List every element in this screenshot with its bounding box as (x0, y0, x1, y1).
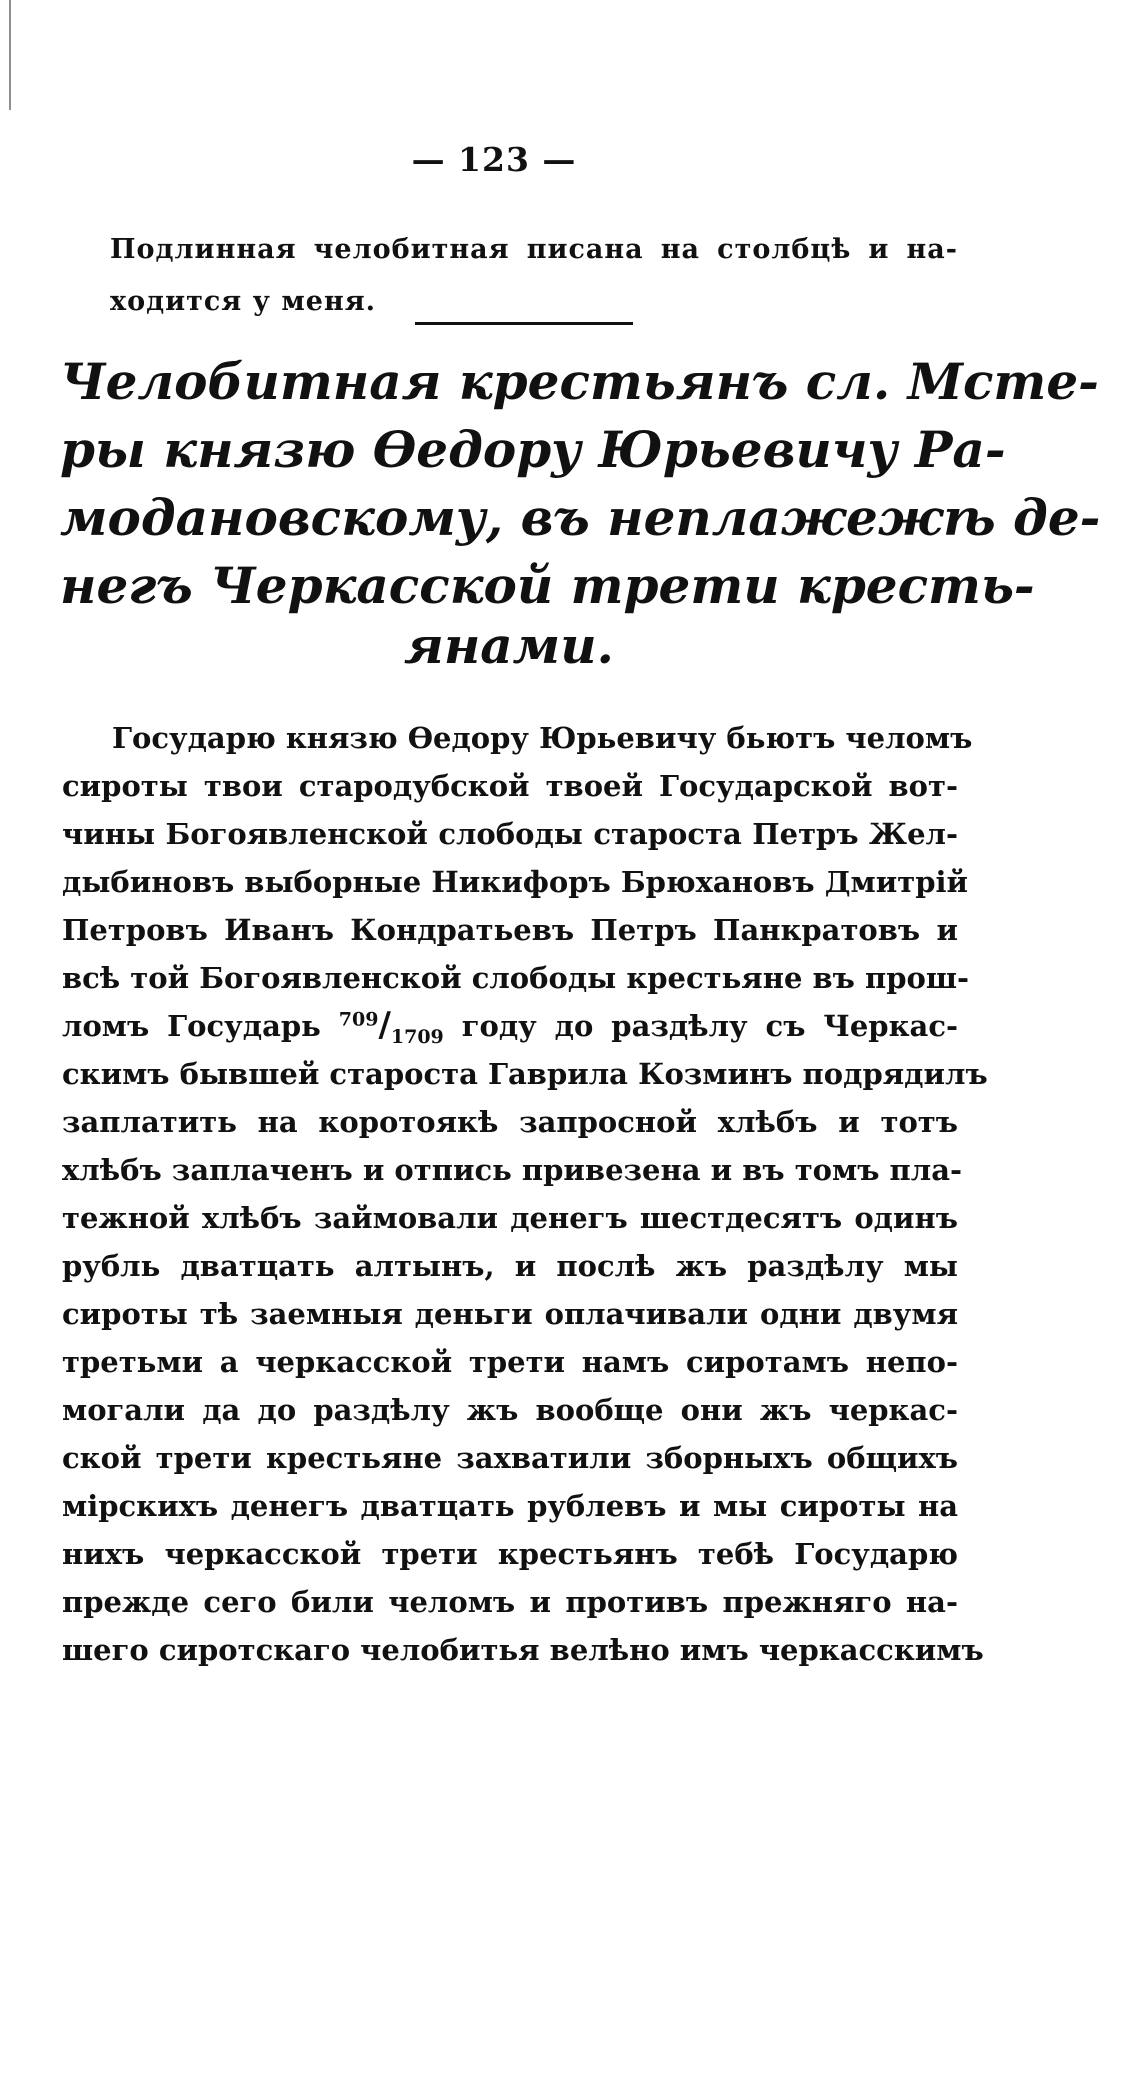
heading-line-3: модановскому, въ неплажежѣ де- (60, 488, 1101, 547)
body-line-19: прежде сего били челомъ и противъ прежняго на- (62, 1585, 958, 1619)
body-line-18: нихъ черкасской трети крестьянъ тебѣ Государю (62, 1537, 958, 1571)
heading-line-1: Челобитная крестьянъ сл. Мсте- (60, 352, 1099, 411)
page-number: — 123 — (411, 140, 577, 179)
body-line-15: могали да до раздѣлу жъ вообще они жъ черкас- (62, 1393, 958, 1427)
fraction-slash: / (378, 1005, 391, 1045)
fraction-denominator: 1709 (390, 1025, 444, 1048)
body-line-1: Государю князю Ѳедору Юрьевичу бьютъ челомъ (112, 721, 973, 755)
body-line-7 (62, 1004, 958, 1048)
note-line-2: ходится у меня. (110, 286, 377, 317)
section-separator (415, 322, 633, 325)
body-line-17: мірскихъ денегъ дватцать рублевъ и мы сироты на (62, 1489, 958, 1523)
page-edge-line (9, 0, 11, 110)
heading-line-5: янами. (404, 616, 614, 675)
line-7-end: году до раздѣлу съ Черкас- (461, 1009, 959, 1043)
body-line-4: дыбиновъ выборные Никифоръ Брюхановъ Дмитрій (62, 865, 969, 899)
body-line-2: сироты твои стародубской твоей Государской вот- (62, 769, 958, 803)
body-line-3: чины Богоявленской слободы староста Петръ Жел- (62, 817, 958, 851)
heading-line-4: негъ Черкасской трети кресть- (60, 556, 1035, 615)
body-line-8: скимъ бывшей староста Гаврила Козминъ подрядилъ (62, 1057, 988, 1091)
body-line-16: ской трети крестьяне захватили зборныхъ общихъ (62, 1441, 958, 1475)
year-fraction (338, 1005, 444, 1048)
body-line-5: Петровъ Иванъ Кондратьевъ Петръ Панкратовъ и (62, 913, 958, 947)
body-line-12: рубль дватцать алтынъ, и послѣ жъ раздѣлу мы (62, 1249, 958, 1283)
line-7-start: ломъ Государь (62, 1009, 321, 1043)
body-line-11: тежной хлѣбъ займовали денегъ шестдесятъ одинъ (62, 1201, 958, 1235)
body-line-20: шего сиротскаго челобитья велѣно имъ черкасскимъ (62, 1633, 984, 1667)
heading-line-2: ры князю Ѳедору Юрьевичу Ра- (60, 420, 1006, 479)
body-line-9: заплатить на коротоякѣ запросной хлѣбъ и тотъ (62, 1105, 958, 1139)
body-line-13: сироты тѣ заемныя деньги оплачивали одни двумя (62, 1297, 958, 1331)
note-line-1: Подлинная челобитная писана на столбцѣ и на- (110, 234, 958, 265)
body-line-6: всѣ той Богоявленской слободы крестьяне въ прош- (62, 961, 970, 995)
body-line-10: хлѣбъ заплаченъ и отпись привезена и въ томъ пла- (62, 1153, 963, 1187)
fraction-numerator: 709 (338, 1008, 379, 1031)
body-line-14: третьми а черкасской трети намъ сиротамъ непо- (62, 1345, 958, 1379)
